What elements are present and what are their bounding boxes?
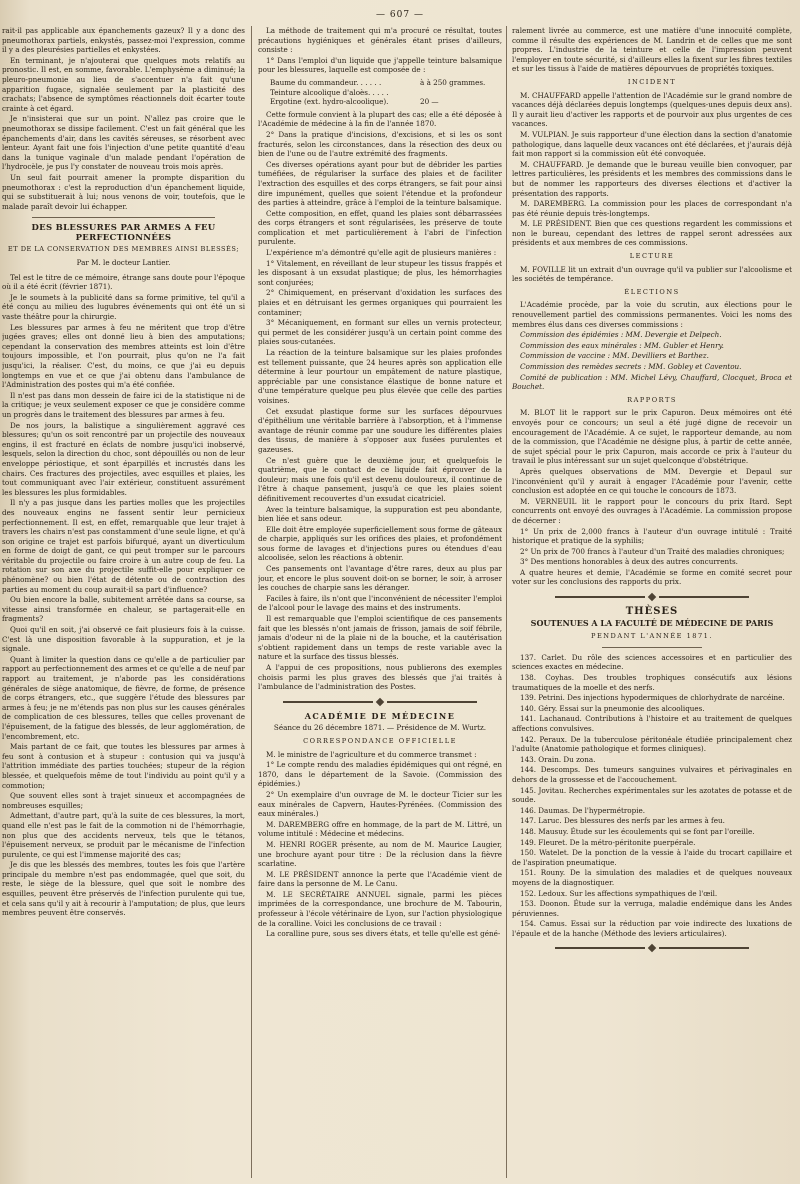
formula-quantity: à à 250 grammes. [420,77,486,87]
paragraph: A quatre heures et demie, l'Académie se forme en comité secret pour voter sur les conclusions des rapports du prix. [512,567,792,587]
paragraph: Un seul fait pourrait amener la prompte disparition du pneumothorax : c'est la reproduction d'un épanchement liquide, qui se substituerait à lui; nous venons de voir, toutefois, que le malade paraît devoir lui échapper. [2,172,245,211]
page-number: — 607 — [376,10,424,20]
article-title: DES BLESSURES PAR ARMES A FEU PERFECTIONNÉES [31,223,216,243]
list-item: 142. Peraux. De la tuberculose péritonéale étudiée principalement chez l'adulte (Anatomie pathologique et formes cliniques). [512,734,792,754]
paragraph: Je le soumets à la publicité dans sa forme primitive, tel qu'il a été conçu au milieu des lugubres événements qui ont été un si vaste théâtre pour la chirurgie. [2,292,245,322]
formula-quantity [420,88,502,98]
formula-row [270,88,502,98]
paragraph: Ou bien encore la balle, subitement arrêtée dans sa course, sa vitesse ainsi transformée en chaleur, se partagerait-elle en fragments? [2,595,245,624]
list-item: Commission des eaux minérales : MM. Gubler et Henry. [520,340,724,350]
formula-block [270,78,502,107]
paragraph: M. LE SECRÉTAIRE ANNUEL signale, parmi les pièces imprimées de la correspondance, une brochure de M. Tabourin, professeur à l'école vétérinaire de Lyon, sur l'action physiologique de la coralline. Voici les conclusions de ce travail : [258,889,502,928]
list-item: Comité de publication : MM. Michel Lévy, Chauffard, Clocquet, Broca et Bouchet. [512,372,792,392]
list-item: 150. Watelet. De la ponction de la vessie à l'aide du trocart capillaire et de l'aspiration pneumatique. [512,848,792,867]
list-item: 145. Jovitau. Recherches expérimentales sur les azotates de potasse et de soude. [512,785,792,805]
article-byline: Par M. le docteur Lantier. [76,258,171,268]
list-item: 140. Géry. Essai sur la pneumonie des alcooliques. [520,703,705,713]
paragraph: M. VULPIAN. Je suis rapporteur d'une élection dans la section d'anatomie pathologique, dans laquelle deux vacances ont été déclarées, et j'aurais déjà fait mon rapport si la commission eût été convoquée. [512,129,792,159]
section-title-elections: ÉLECTIONS [624,287,680,296]
paragraph: L'expérience m'a démontré qu'elle agit de plusieurs manières : [266,248,497,258]
paragraph: A l'appui de ces propositions, nous publierons des exemples choisis parmi les plus graves des blessés que j'ai traités à l'ambulance de l'administration des Postes. [258,663,502,692]
section-title-correspondance: CORRESPONDANCE OFFICIELLE [303,736,457,745]
list-item: 144. Descomps. Des tumeurs sanguines vulvaires et périvaginales en dehors de la grossesse et de l'accouchement. [512,765,792,784]
session-line: Séance du 26 décembre 1871. — Présidence de M. Wurtz. [273,723,487,733]
paragraph: 3° Mécaniquement, en formant sur elles un vernis protecteur, qui permet de les considérer jusqu'à un certain point comme des plaies sous-cutanées. [258,318,502,347]
paragraph: Quant à limiter la question dans ce qu'elle a de particulier par rapport au perfectionnement des armes et ce qu'elle a de neuf par rapport au traitement, je n'aborde pas les considérations générales de siège anatomique, de fièvre, de forme, de présence de corps étrangers, etc., que suggère l'étude des blessures par armes à feu; je ne m'étends pas non plus sur les causes générales de complication de ces blessures, telles que celles provenant de l'épuisement, de la fatigue des blessés, de leur agglomération, de l'encombrement, etc. [2,654,245,741]
paragraph: Les blessures par armes à feu ne méritent que trop d'être jugées graves; elles ont donné lieu à bien des amputations; cependant la conservation des membres atteints est loin d'être toujours impossible, et l'on pourrait, plus qu'on ne l'a fait jusqu'ici, la réaliser. C'est, du moins, ce que j'ai eu depuis longtemps en vue et ce que j'ai obtenu dans l'ambulance de l'Administration des postes qui m'a été confiée. [2,322,245,390]
formula-ingredient: Baume du commandeur. . . . . . [270,77,382,87]
paragraph: Je n'insisterai que sur un point. N'allez pas croire que le pneumothorax se dissipe facilement. C'est un fait général que les épanchements d'air, dans les cavités séreuses, se résorbent avec lenteur. Ayant fait une fois l'injection d'une petite quantité d'eau dans la tunique vaginale d'un malade pendant l'opération de l'hydrocèle, je pus l'y constater de nouveau trois mois après. [2,114,245,172]
ornament-divider [512,593,792,601]
paragraph: En terminant, je n'ajouterai que quelques mots relatifs au pronostic. Il est, en somme, favorable. L'emphysème a diminué; la pleuro-pneumonie au lieu de s'accentuer n'a fait qu'une apparition fugace, signalée seulement par la plasticité des crachats; l'absence de symptômes réactionnels doit écarter toute crainte à cet égard. [2,55,245,113]
paragraph: M. le ministre de l'agriculture et du commerce transmet : [266,749,477,759]
paragraph: Il n'y a pas jusque dans les parties molles que les projectiles des nouveaux engins ne fassent sentir leur pernicieux perfectionnement. Il est, en effet, remarquable que leur trajet à travers les chairs n'est pas constamment d'une seule ligne, et qu'à son origine ce trajet est parfois bifurqué, ayant un diverticulum en forme de doigt de gant, ce qui peut tromper sur le parcours véritable du projectile ou faire croire à un autre coup de feu. La rotation sur son axe du projectile suffit-elle pour expliquer ce phénomène? ou bien l'état de détente ou de contraction des parties au moment du coup aurait-il sa part d'influence? [2,498,245,594]
list-item: Commission de vaccine : MM. Devilliers et Barthez. [520,351,709,361]
paragraph: M. HENRI ROGER présente, au nom de M. Maurice Laugier, une brochure ayant pour titre : De la réclusion dans la fièvre scarlatine. [258,839,502,869]
paragraph: M. LE PRÉSIDENT annonce la perte que l'Académie vient de faire dans la personne de M. Le Canu. [258,869,502,889]
paragraph: 1° Dans l'emploi d'un liquide que j'appelle teinture balsamique pour les blessures, laquelle est composée de : [258,55,502,75]
list-item: 153. Doonon. Étude sur la verruga, maladie endémique dans les Andes péruviennes. [512,899,792,918]
list-item: 141. Lachanaud. Contributions à l'histoire et au traitement de quelques affections convulsives. [512,714,792,733]
column-divider [506,26,507,1178]
formula-quantity: 20 — [420,97,439,107]
column-middle [258,26,502,1178]
paragraph: M. BLOT lit le rapport sur le prix Capuron. Deux mémoires ont été envoyés pour ce concours; un seul a été jugé digne de recevoir un encouragement de l'Académie. A ce sujet, le rapporteur demande, au nom de la commission, que l'Académie ne désigne plus, à partir de cette année, de sujet spécial pour le prix Capuron, mais accorde ce prix à l'auteur du travail le plus intéressant sur un sujet quelconque d'obstétrique. [512,408,792,466]
paragraph: M. DAREMBERG offre en hommage, de la part de M. Littré, un volume intitulé : Médecine et médecins. [258,819,502,839]
paragraph: 1° Un prix de 2,000 francs à l'auteur d'un ouvrage intitulé : Traité historique et pratique de la syphilis; [512,526,792,546]
formula-ingredient: Teinture alcoolique d'aloès. . . . . [270,87,389,97]
list-item: 147. Laruc. Des blessures des nerfs par les armes à feu. [520,816,725,826]
paragraph: M. DAREMBERG. La commission pour les places de correspondant n'a pas été réunie depuis très-longtemps. [512,199,792,218]
paragraph: 2° Chimiquement, en préservant d'oxidation les surfaces des plaies et en détruisant les germes organiques qui pourraient les contaminer; [258,288,502,317]
section-title-lecture: LECTURE [629,252,675,261]
section-title-rapports: RAPPORTS [627,395,677,404]
list-item: 152. Ledoux. Sur les affections sympathiques de l'œil. [520,888,718,898]
paragraph: Admettant, d'autre part, qu'à la suite de ces blessures, la mort, quand elle n'est pas le fait de la commotion ni de l'hémorrhagie, non plus que des accidents nerveux, tels que le tétanos, l'épuisement nerveux, se produit par le mécanisme de l'infection purulente, ce qui est l'immense majorité des cas; [2,811,245,859]
paragraph: Cette formule convient à la plupart des cas; elle a été déposée à l'Académie de médecine à la fin de l'année 1870. [258,109,502,129]
paragraph: M. VERNEUIL lit le rapport pour le concours du prix Itard. Sept concurrents ont envoyé des ouvrages à l'Académie. La commission propose de décerner : [512,496,792,525]
paragraph: M. CHAUFFARD appelle l'attention de l'Académie sur le grand nombre de vacances déjà déclarées depuis longtemps (quelques-unes depuis deux ans). Il y aurait lieu d'activer les rapports et de pourvoir aux plus urgentes de ces vacances. [512,90,792,129]
paragraph: rait-il pas applicable aux épanchements gazeux? Il y a donc des pneumothorax partiels, enkystés, passez-moi l'expression, comme il y a des pleurésies partielles et enkystées. [2,26,245,55]
list-item: Commission des épidémies : MM. Devergie et Delpech. [520,330,722,340]
list-item: 148. Mausuy. Étude sur les écoulements qui se font par l'oreille. [520,826,755,836]
column-right [512,26,792,1178]
paragraph: Après quelques observations de MM. Devergie et Depaul sur l'inconvénient qu'il y aurait à engager l'Académie pour l'avenir, cette conclusion est adoptée en ce qui touche le concours de 1873. [512,466,792,496]
list-item: Commission des remèdes secrets : MM. Gobley et Caventou. [520,362,742,371]
section-title-academy: ACADÉMIE DE MÉDECINE [304,710,456,721]
paragraph: 3° Des mentions honorables à deux des autres concurrents. [520,557,738,567]
paragraph: 2° Un exemplaire d'un ouvrage de M. le docteur Ticier sur les eaux minérales de Capvern, Hautes-Pyrénées. (Commission des eaux minérales.) [258,789,502,819]
paragraph: Je dis que les blessés des membres, toutes les fois que l'artère principale du membre n'est pas endommagée, quel que soit, du reste, le siège de la blessure, quel que soit le nombre des esquilles, peuvent être préservés de l'infection purulente qui tue, et cela sans qu'il y ait à recourir à l'amputation; de plus, que leurs membres peuvent être conservés. [2,860,245,918]
section-title-incident: INCIDENT [627,77,677,86]
paragraph: ralement livrée au commerce, est une matière d'une innocuité complète, comme il résulte des expériences de M. Landrin et de celles que me sont propres. L'industrie de la teinture et celle de l'impression peuvent l'employer en toute sécurité, si d'ailleurs elles la fixent sur les fibres textiles et sur les tissus à l'aide de matières dépourvues de propriétés toxiques. [512,26,792,74]
paragraph: Il est remarquable que l'emploi scientifique de ces pansements fait que les blessés n'ont jamais de frisson, jamais de soif fébrile, jamais d'odeur ni de la plaie ni de la bouche, et la cautérisation s'obtient rapidement dans un temps de reste variable avec la nature et la surface des tissus blessés. [258,614,502,662]
paragraph: La réaction de la teinture balsamique sur les plaies profondes est tellement puissante, que 24 heures après son application elle détermine à leur pourtour un empâtement de nature plastique, appréciable par une consistance élastique de bonne nature et d'une température quelque peu plus élevée que celle des parties voisines. [258,348,502,405]
ornament-divider [258,698,502,706]
theses-subtitle: SOUTENUES A LA FACULTÉ DE MÉDECINE DE PARIS [530,617,774,628]
paragraph: Mais partant de ce fait, que toutes les blessures par armes à feu sont à contusion et à stupeur : contusion qui va jusqu'à l'attrition immédiate des parties touchées; stupeur de la région blessée, et quelquefois même de tout l'individu au point qu'il y a commotion; [2,742,245,790]
paragraph: Que souvent elles sont à trajet sinueux et accompagnées de nombreuses esquilles; [2,791,245,810]
list-item: 149. Fleuret. De la métro-péritonite puerpérale. [520,837,696,847]
paragraph: L'Académie procède, par la voie du scrutin, aux élections pour le renouvellement partiel des commissions permanentes. Voici les noms des membres élus dans ces diverses commissions : [512,300,792,329]
column-divider [251,26,252,1178]
paragraph: La coralline pure, sous ses divers états, et telle qu'elle est géné- [266,929,501,939]
list-item: 139. Petrini. Des injections hypodermiques de chlorhydrate de narcéine. [520,693,785,703]
paragraph: Il n'est pas dans mon dessein de faire ici de la statistique ni de la critique; je veux seulement exposer ce que je considère comme un progrès dans le traitement des blessures par armes à feu. [2,390,245,419]
list-item: 146. Daumas. De l'hypermétropie. [520,805,646,815]
paragraph: La méthode de traitement qui m'a procuré ce résultat, toutes précautions hygiéniques et générales étant prises d'ailleurs, consiste : [258,26,502,55]
paragraph: 2° Dans la pratique d'incisions, d'excisions, et si les os sont fracturés, selon les circonstances, dans la résection des deux ou bien de l'une ou de l'autre extrémité des fragments. [258,129,502,159]
formula-row [270,78,502,88]
ornament-divider [512,944,792,952]
list-item: 154. Camus. Essai sur la réduction par voie indirecte des luxations de l'épaule et de la hanche (Méthode des leviers articulaires). [512,919,792,938]
paragraph: Faciles à faire, ils n'ont que l'inconvénient de nécessiter l'emploi de l'alcool pour le lavage des mains et des instruments. [258,593,502,613]
list-item: 138. Coyhas. Des troubles trophiques consécutifs aux lésions traumatiques de la moelle et des nerfs. [512,673,792,692]
paragraph: M. CHAUFFARD. Je demande que le bureau veuille bien convoquer, par lettres particulières, les présidents et les membres des commissions dans le but de nommer les rapporteurs des diverses élections et d'activer la présentation des rapports. [512,159,792,198]
formula-ingredient: Ergotine (ext. hydro-alcoolique). [270,97,389,107]
paragraph: Elle doit être employée superficiellement sous forme de gâteaux de charpie, appliqués sur les orifices des plaies, et profondément sous forme de lavages et d'injections pures ou étendues d'eau alcoolisée, selon les réactions à obtenir. [258,524,502,563]
paragraph: 1° Le compte rendu des maladies épidémiques qui ont régné, en 1870, dans le département de la Savoie. (Commission des épidémies.) [258,760,502,789]
paragraph: Ces diverses opérations ayant pour but de débrider les parties tuméfiées, de régulariser la surface des plaies et de faciliter l'extraction des esquilles et des corps étrangers, se fait pour ainsi dire impunément, quelles que soient l'étendue et la profondeur des parties à atteindre, grâce à l'emploi de la teinture balsamique. [258,159,502,208]
paragraph: Avec la teinture balsamique, la suppuration est peu abondante, bien liée et sans odeur. [258,504,502,524]
paragraph: Quoi qu'il en soit, j'ai observé ce fait plusieurs fois à la cuisse. C'est là une disposition favorable à la suppuration, et je la signale. [2,625,245,654]
list-item: 137. Carlet. Du rôle des sciences accessoires et en particulier des sciences exactes en médecine. [512,652,792,672]
paragraph: Ces pansements ont l'avantage d'être rares, deux au plus par jour, et encore le plus souvent doit-on se borner, le soir, à arroser les couches de charpie sans les déranger. [258,564,502,593]
section-rule [602,647,702,648]
paragraph: 1° Vitalement, en réveillant de leur stupeur les tissus frappés et les disposant à un exsudat plastique; de plus, les hémorrhagies sont conjurées; [258,258,502,287]
section-title-theses: THÈSES [625,606,679,618]
paragraph: De nos jours, la balistique a singulièrement aggravé ces blessures; qu'un os soit rencontré par un projectile des nouveaux engins, il est fracturé en éclats de nombre jusqu'ici inobservé, lesquels, selon la direction du choc, sont dépouillés ou non de leur enveloppe périostique, et sont éparpillés et incrustés dans les chairs. Ces fractures des projectiles, avec esquilles et plaies, les tout communiquant avec l'air extérieur, constituent assurément les blessures les plus formidables. [2,420,245,497]
paragraph: Tel est le titre de ce mémoire, étrange sans doute pour l'époque où il a été écrit (février 1871). [2,272,245,292]
paragraph: M. FOVILLE lit un extrait d'un ouvrage qu'il va publier sur l'alcoolisme et les sociétés de tempérance. [512,264,792,284]
column-left [2,26,245,1178]
list-item: 151. Rouny. De la simulation des maladies et de quelques nouveaux moyens de la diagnostiquer. [512,868,792,887]
theses-year: PENDANT L'ANNÉE 1871. [591,632,713,641]
paragraph: Ce n'est guère que le deuxième jour, et quelquefois le quatrième, que le contact de ce liquide fait éprouver de la douleur; mais une fois qu'il est devenu douloureux, il continue de l'être à chaque pansement, jusqu'à ce que les plaies soient définitivement recouvertes d'un exsudat cicatriciel. [258,455,502,503]
paragraph: Cet exsudat plastique forme sur les surfaces dépourvues d'épithélium une véritable barrière à l'absorption, et à l'immense avantage de réunir comme par une soudure les différentes plaies des tissus, de manière à s'opposer aux fusées purulentes et gazeuses. [258,406,502,454]
paragraph: M. LE PRÉSIDENT. Bien que ces questions regardent les commissions et non le bureau, cependant des lettres de rappel seront adressées aux présidents et aux membres de ces commissions. [512,219,792,248]
paragraph: 2° Un prix de 700 francs à l'auteur d'un Traité des maladies chroniques; [520,546,785,556]
paragraph: Cette composition, en effet, quand les plaies sont débarrassées des corps étrangers et sont régularisées, les préserve de toute complication et met particulièrement à l'abri de l'infection purulente. [258,208,502,247]
article-subtitle: ET DE LA CONSERVATION DES MEMBRES AINSI BLESSÉS; [7,245,240,254]
section-rule [32,217,215,218]
formula-row [270,97,502,107]
list-item: 143. Orain. Du zona. [520,754,596,764]
